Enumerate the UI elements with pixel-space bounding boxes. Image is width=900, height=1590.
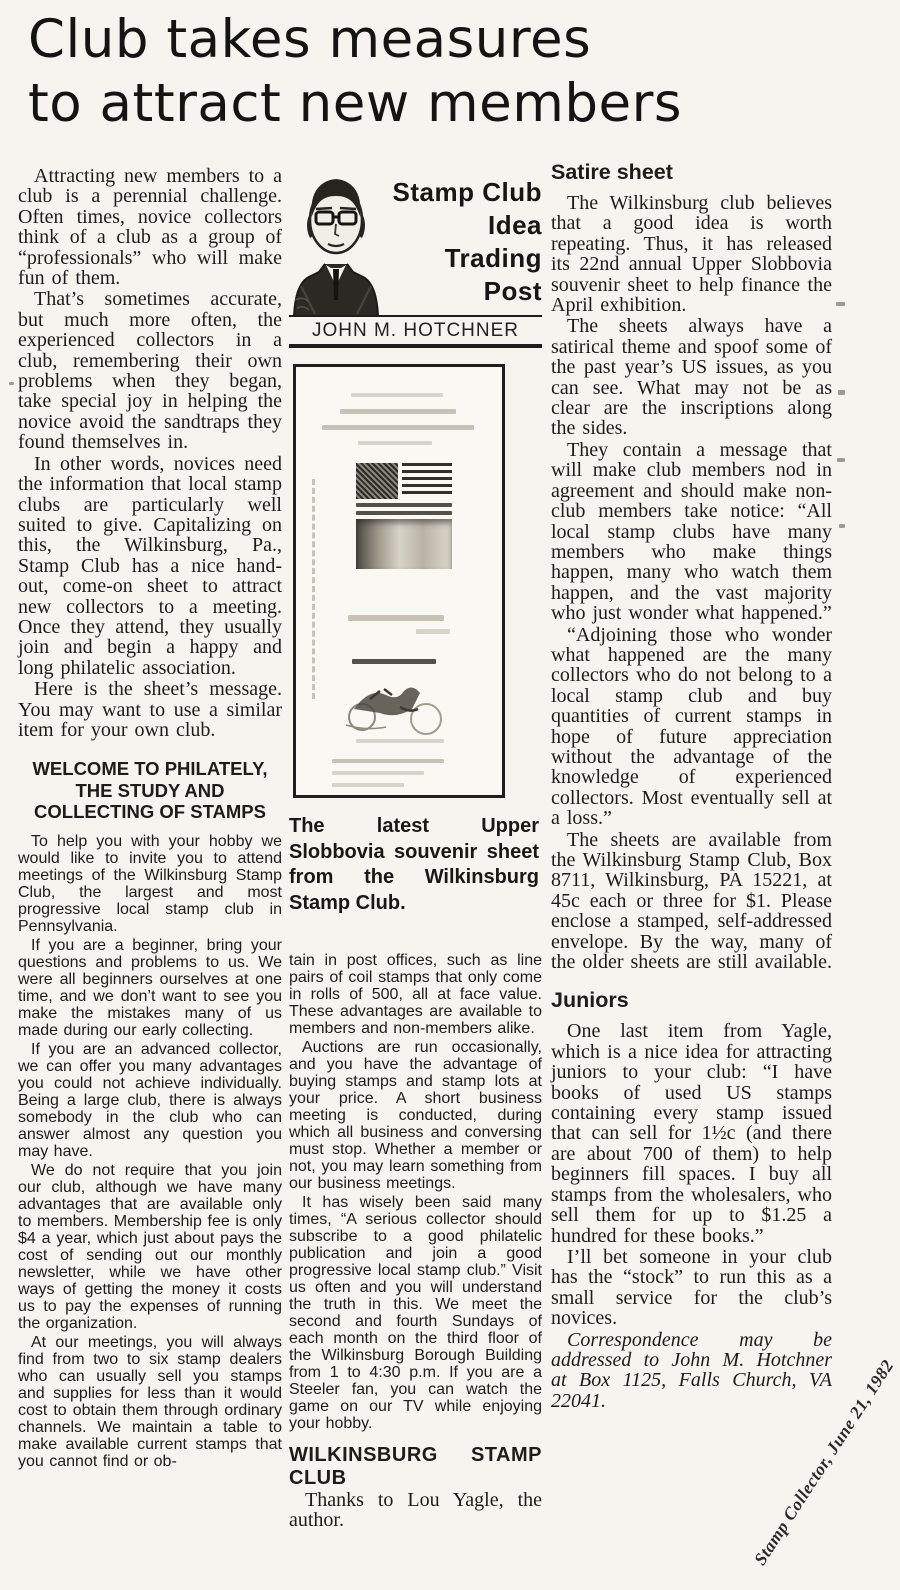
article-headline xyxy=(28,8,888,136)
scan-speck xyxy=(9,382,14,385)
article-paragraph: The Wilkinsburg club believes that a good idea is worth repeating. Thus, it has released its 22nd annual Upper Slobbovia souvenir sheet to help finance the April exhibition. xyxy=(551,192,832,317)
masthead-title-line: Stamp Club xyxy=(392,177,542,207)
stamp-block xyxy=(356,463,452,569)
scan-speck xyxy=(836,302,845,306)
side-inscription-left xyxy=(312,479,315,699)
article-paragraph: Attracting new members to a club is a perennial challenge. Often times, novice collectors think of a club as a group of “professionals” who will make fun of them. xyxy=(18,165,282,290)
article-paragraph: “Adjoining those who wonder what happened are the many collectors who do not belong to a local stamp club and buy quantities of current stamps in hope of future appreciation without the advantage of the knowledge of experienced collectors. Most eventually sell at a loss.” xyxy=(551,623,832,830)
club-name-signoff: WILKINSBURG STAMP CLUB xyxy=(289,1444,542,1489)
article-paragraph: One last item from Yagle, which is a nice idea for attracting juniors to your club: “I have books of used US stamps containing every stamp issued that can sell for 1½c (and there are about 700 of them) to help beginners fill spaces. I buy all stamps from the wholesalers, who sell them for up to $1.25 a hundred for these books.” xyxy=(551,1020,832,1247)
faint-inscription-line xyxy=(340,409,456,414)
section-heading-satire-sheet: Satire sheet xyxy=(551,160,673,184)
masthead-title-line: Post xyxy=(483,276,542,306)
stamp-texture xyxy=(356,463,398,499)
faint-inscription-line xyxy=(351,393,443,397)
column-2-body xyxy=(289,952,542,1532)
section-heading-juniors: Juniors xyxy=(551,988,629,1013)
handout-paragraph: If you are a beginner, bring your questions and problems to us. We were all beginners ourselves at one time, and we don’t want to see you make the mistakes many of us made during our early collecting. xyxy=(18,936,282,1039)
faint-inscription-line xyxy=(332,783,404,787)
dark-inscription-bar xyxy=(352,659,436,664)
handout-paragraph: To help you with your hobby we would like to invite you to attend meetings of the Wilkinsburg Stamp Club, the largest and most progressive local stamp club in Pennsylvania. xyxy=(18,832,282,935)
handout-paragraph: It has wisely been said many times, “A serious collector should subscribe to a good philatelic publication and join a good progressive local stamp club.” Visit us often and you will understand the truth in this. We meet the second and fourth Sundays of each month on the third floor of the Wilkinsburg Borough Building from 1 to 4:30 p.m. If you are a Steeler fan, you can watch the game on our TV while enjoying your hobby. xyxy=(289,1194,542,1432)
column-3 xyxy=(551,160,832,1412)
column-1 xyxy=(18,166,282,1472)
photo-caption: The latest Upper Slobbovia souvenir sheet from the Wilkinsburg Stamp Club. xyxy=(289,815,539,914)
article-paragraph: The sheets always have a satirical theme and spoof some of the past year’s US issues, as you can see. What may not be as clear are the inscriptions along the sides. xyxy=(551,315,832,440)
faint-inscription-line xyxy=(358,441,432,445)
scan-speck xyxy=(837,458,845,462)
author-portrait-illustration xyxy=(289,168,383,318)
article-paragraph: In other words, novices need the information that local stamp clubs are particularly well suited to give. Capitalizing on this, the Wilkinsburg, Pa., Stamp Club has a nice hand-out, come-on sheet to attract new collectors to a meeting. Once they attend, they usually join and begin a happy and long philatelic association. xyxy=(18,452,282,679)
faint-inscription-line xyxy=(356,739,444,743)
headline-line-1: Club takes measures xyxy=(28,9,592,70)
handout-subhead xyxy=(18,758,282,823)
stamp-text-lines xyxy=(402,463,452,498)
scan-speck xyxy=(838,390,845,395)
article-paragraph: I’ll bet someone in your club has the “stock” to run this as a small service for the club’s novices. xyxy=(551,1245,832,1330)
handout-paragraph: If you are an advanced collector, we can offer you many advantages you could not achieve individually. Being a large club, there is always somebody in the club who can answer almost any question you may have. xyxy=(18,1040,282,1160)
stamp-rule xyxy=(356,511,452,515)
subhead-line: COLLECTING OF STAMPS xyxy=(34,801,266,823)
article-paragraph: That’s sometimes accurate, but much more often, the experienced collectors in a club, remembering their own problems when they began, take special joy in helping the novice avoid the sandtraps they found themselves in. xyxy=(18,288,282,454)
handout-paragraph: At our meetings, you will always find from two to six stamp dealers who can usually sell you stamps and supplies for less than it would cost to obtain them through ordinary channels. We maintain a table to make available current stamps that you cannot find or ob- xyxy=(18,1333,282,1470)
article-paragraph: Here is the sheet’s message. You may want to use a similar item for your own club. xyxy=(18,678,282,741)
handout-paragraph: tain in post offices, such as line pairs of coil stamps that only come in rolls of 500, all at face value. These advantages are available to members and non-members alike. xyxy=(289,952,542,1037)
souvenir-sheet-image xyxy=(293,364,505,798)
masthead-rule-top xyxy=(289,315,542,317)
stamp-vignette xyxy=(356,519,452,569)
article-paragraph: The sheets are available from the Wilkinsburg Stamp Club, Box 8711, Wilkinsburg, PA 15221, at 45c each or three for $1. Please enclose a stamped, self-addressed envelope. By the way, many of the older sheets are still available. xyxy=(551,828,833,974)
stamp-rule xyxy=(356,503,452,507)
handout-paragraph: Auctions are run occasionally, and you have the advantage of buying stamps and stamp lots at your price. A short business meeting is conducted, during which all business and conversing must stop. Whether a member or not, you may learn something from our business meetings. xyxy=(289,1039,542,1192)
headline-line-2: to attract new members xyxy=(28,73,683,134)
thanks-note: Thanks to Lou Yagle, the author. xyxy=(289,1489,542,1532)
correspondence-note: Correspondence may be addressed to John M. Hotchner at Box 1125, Falls Church, VA 22041. xyxy=(551,1328,832,1412)
faint-inscription-line xyxy=(322,425,474,430)
masthead-title-line: Idea xyxy=(487,210,542,240)
faint-inscription-line xyxy=(348,615,444,621)
scan-speck xyxy=(839,524,845,528)
article-paragraph: They contain a message that will make club members nod in agreement and should make non-club members take notice: “All local stamp clubs have many members who make things happen, many who watch them happen, and the vast majority who just wonder what happened.” xyxy=(551,438,832,625)
faint-inscription-line xyxy=(332,771,424,775)
masthead-title-line: Trading xyxy=(444,243,542,273)
faint-inscription-line xyxy=(416,629,450,634)
masthead-title xyxy=(384,176,542,308)
faint-inscription-line xyxy=(332,759,444,763)
column-masthead xyxy=(289,164,542,350)
publication-credit: Stamp Collector, June 21, 1982 xyxy=(749,1355,898,1569)
handout-paragraph: We do not require that you join our club, although we have many advantages that are available only to members. Membership fee is only $4 a year, which just about pays the cost of sending out our monthly newsletter, while we have other ways of getting the money it costs us to pay the expenses of running the organization. xyxy=(18,1161,282,1332)
masthead-rule-bottom xyxy=(289,344,542,348)
subhead-line: WELCOME TO PHILATELY, xyxy=(32,758,268,780)
subhead-line: THE STUDY AND xyxy=(75,779,225,801)
motorcycle-sketch xyxy=(340,679,460,737)
author-byline: JOHN M. HOTCHNER xyxy=(311,320,520,341)
